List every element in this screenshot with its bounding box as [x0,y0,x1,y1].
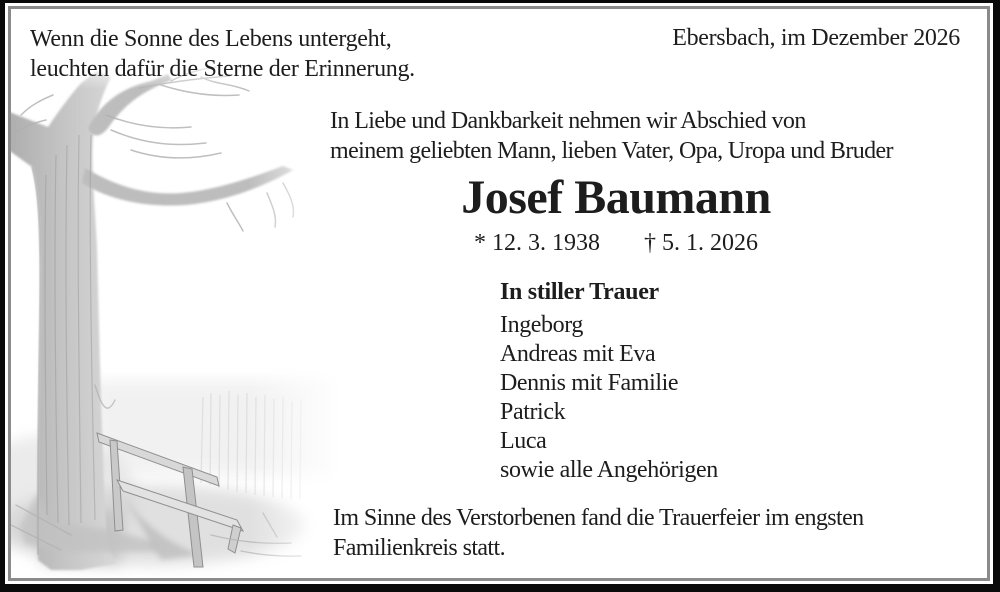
mourner-name: Dennis mit Familie [500,370,679,396]
intro-line: meinem geliebten Mann, lieben Vater, Opa, Uropa und Bruder [330,138,893,164]
deceased-name: Josef Baumann [461,171,771,224]
mourning-header: In stiller Trauer [500,279,659,305]
opening-quote [30,24,415,84]
closing-line: Im Sinne des Verstorbenen fand die Trauerfeier im engsten [333,505,864,531]
death-date: † 5. 1. 2026 [644,230,758,256]
place-dateline: Ebersbach, im Dezember 2026 [672,25,960,51]
mourner-name: Luca [500,428,547,454]
tree-bench-sketch-illustration [11,55,343,578]
closing-line: Familienkreis statt. [333,535,505,561]
life-dates [330,230,902,257]
mourner-name: Andreas mit Eva [500,341,656,367]
closing-note [333,503,864,563]
mourners-list [500,311,718,485]
intro-line: In Liebe und Dankbarkeit nehmen wir Abschied von [330,108,806,134]
mourner-name: Patrick [500,399,566,425]
mourner-name: sowie alle Angehörigen [500,457,718,483]
mourner-name: Ingeborg [500,312,584,338]
announcement-intro [330,106,893,166]
memorial-notice-frame [8,6,990,581]
quote-line: Wenn die Sonne des Lebens untergeht, [30,26,392,52]
quote-line: leuchten dafür die Sterne der Erinnerung. [30,56,415,82]
birth-date: * 12. 3. 1938 [474,230,600,256]
